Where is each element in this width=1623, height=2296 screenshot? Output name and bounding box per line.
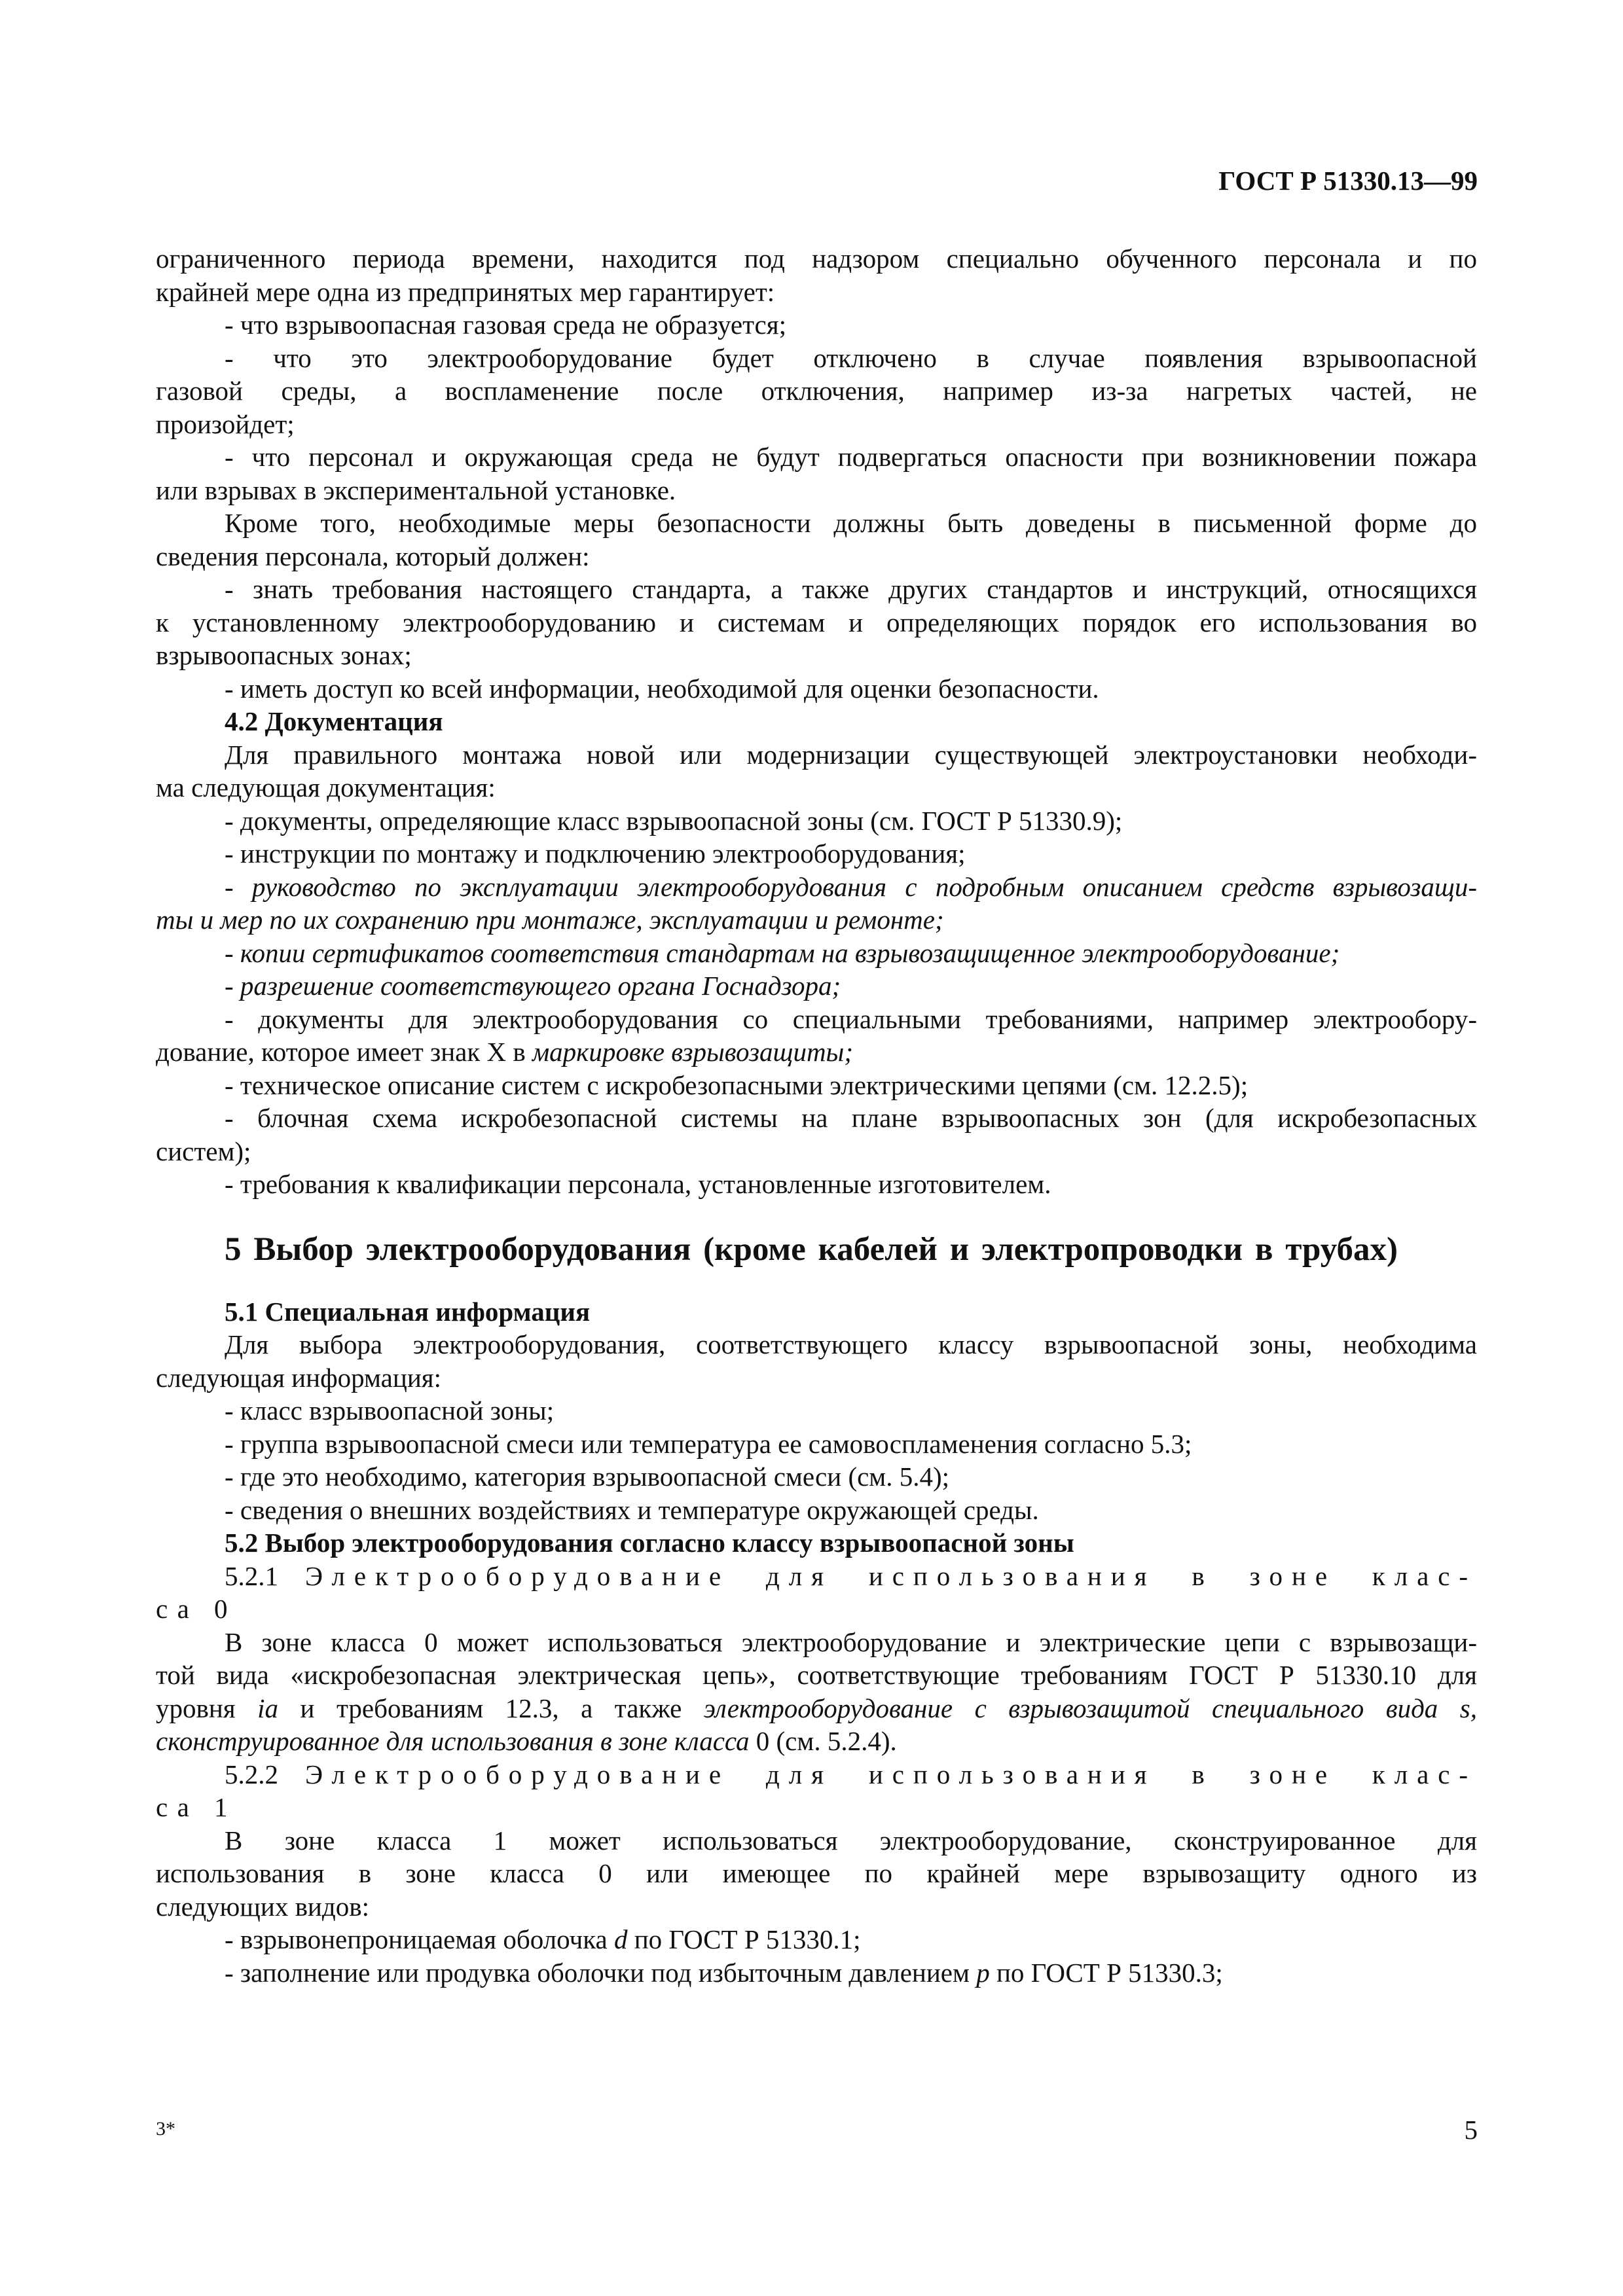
text-line: ты и мер по их сохранению при монтаже, эксплуатации и ремонте; (156, 905, 944, 935)
text-line: или взрывах в экспериментальной установке. (156, 475, 676, 505)
subsection-heading-5-2-2 (156, 1758, 1477, 1791)
text-run: - взрывонепроницаемая оболочка (225, 1924, 614, 1954)
text-line: газовой среды, а воспламенение после отключения, например из-за нагретых частей, не (156, 376, 1477, 406)
text-run: - заполнение или продувка оболочки под избыточным давлением (225, 1957, 977, 1988)
section-heading-5: 5 Выбор электрооборудования (кроме кабелей и электропроводки в трубах) (225, 1230, 1398, 1268)
page-body (156, 242, 1477, 1989)
paragraph-line: Для правильного монтажа новой или модернизации существующей электроустановки необходи- (225, 739, 1477, 770)
subsection-number: 5.2.2 (225, 1759, 278, 1789)
list-item: - блочная схема искробезопасной системы на плане взрывоопасных зон (для искробезопасных (225, 1103, 1477, 1133)
text-line (156, 1692, 1477, 1725)
list-item: - что это электрооборудование будет отключено в случае появления взрывоопасной (225, 342, 1477, 373)
list-item: - разрешение соответствующего органа Госнадзора; (225, 971, 841, 1001)
list-item: - инструкции по монтажу и подключению электрооборудования; (225, 838, 966, 869)
text-line: ограниченного периода времени, находится под надзором специально обученного персонала и по (156, 243, 1477, 274)
paragraph-line: В зоне класса 0 может использоваться электрооборудование и электрические цепи с взрывозащи- (225, 1626, 1477, 1657)
text-line (156, 1035, 1477, 1069)
text-line: ма следующая документация: (156, 772, 496, 802)
text-line: сведения персонала, который должен: (156, 541, 590, 571)
list-item: - руководство по эксплуатации электрооборудования с подробным описанием средств взрывозащи- (225, 871, 1477, 902)
text-run-italic: ia (257, 1693, 279, 1723)
text-run: уровня (156, 1693, 258, 1723)
text-run-italic: р (976, 1957, 990, 1988)
text-run-italic: маркировке взрывозащиты; (532, 1037, 853, 1067)
section-heading-5-1: 5.1 Специальная информация (225, 1296, 591, 1327)
list-item: - группа взрывоопасной смеси или температура ее самовоспламенения согласно 5.3; (225, 1428, 1192, 1459)
sheet-mark: 3* (156, 2118, 175, 2140)
page-number: 5 (1464, 2115, 1478, 2145)
text-line: взрывоопасных зонах; (156, 640, 412, 670)
list-item: - документы для электрооборудования со специальными требованиями, например электрообору- (225, 1003, 1477, 1034)
section-heading-5-2: 5.2 Выбор электрооборудования согласно классу взрывоопасной зоны (225, 1528, 1074, 1558)
text-run: по ГОСТ Р 51330.3; (989, 1957, 1223, 1988)
text-line: произойдет; (156, 408, 295, 439)
list-item: - иметь доступ ко всей информации, необходимой для оценки безопасности. (225, 673, 1099, 704)
text-run: 0 (см. 5.2.4). (749, 1726, 897, 1756)
section-heading-4-2: 4.2 Документация (225, 706, 443, 736)
list-item (156, 1923, 1477, 1956)
text-run: по ГОСТ Р 51330.1; (627, 1924, 861, 1954)
text-line: к установленному электрооборудованию и системам и определяющих порядок его использования во (156, 607, 1477, 637)
subsection-title-cont: са 1 (156, 1792, 237, 1822)
text-run: дование, которое имеет знак X в (156, 1037, 533, 1067)
document-id-header: ГОСТ Р 51330.13—99 (1218, 166, 1478, 196)
list-item: - требования к квалификации персонала, установленные изготовителем. (225, 1169, 1051, 1199)
text-line: следующих видов: (156, 1891, 369, 1922)
list-item (156, 1956, 1477, 1990)
list-item: - где это необходимо, категория взрывоопасной смеси (см. 5.4); (225, 1462, 950, 1492)
list-item: - техническое описание систем с искробезопасными электрическими цепями (см. 12.2.5); (225, 1069, 1249, 1100)
list-item: - копии сертификатов соответствия стандартам на взрывозащищенное электрооборудование; (225, 937, 1340, 968)
text-line (156, 1725, 1477, 1758)
text-line: той вида «искробезопасная электрическая цепь», соответствующие требованиям ГОСТ Р 51330.10 для (156, 1660, 1477, 1690)
list-item: - класс взрывоопасной зоны; (225, 1395, 555, 1426)
text-line: следующая информация: (156, 1362, 442, 1393)
list-item: - документы, определяющие класс взрывоопасной зоны (см. ГОСТ Р 51330.9); (225, 805, 1123, 836)
text-line: крайней мере одна из предпринятых мер гарантирует: (156, 276, 775, 307)
text-run: и требованиям 12.3, а также (278, 1693, 704, 1723)
list-item: - что взрывоопасная газовая среда не образуется; (225, 310, 786, 340)
subsection-heading-5-2-1 (156, 1560, 1477, 1593)
subsection-number: 5.2.1 (225, 1560, 278, 1591)
text-run-italic: d (613, 1924, 628, 1954)
text-run-italic: электрооборудование с взрывозащитой специального вида s, (703, 1693, 1477, 1723)
text-line: использования в зоне класса 0 или имеющее по крайней мере взрывозащиту одного из (156, 1858, 1477, 1888)
paragraph-line: Кроме того, необходимые меры безопасности должны быть доведены в письменной форме до (225, 508, 1477, 538)
paragraph-line: Для выбора электрооборудования, соответствующего классу взрывоопасной зоны, необходима (225, 1329, 1477, 1359)
subsection-title: Электрооборудование для использования в зоне клас- (304, 1759, 1477, 1789)
text-line: систем); (156, 1136, 251, 1166)
subsection-title-cont: са 0 (156, 1594, 237, 1624)
subsection-title: Электрооборудование для использования в зоне клас- (304, 1560, 1477, 1591)
list-item: - знать требования настоящего стандарта, а также других стандартов и инструкций, относящихся (225, 574, 1477, 604)
paragraph-line: В зоне класса 1 может использоваться электрооборудование, сконструированное для (225, 1825, 1477, 1856)
list-item: - что персонал и окружающая среда не будут подвергаться опасности при возникновении пожара (225, 442, 1477, 472)
list-item: - сведения о внешних воздействиях и температуре окружающей среды. (225, 1494, 1039, 1525)
text-run-italic: сконструированное для использования в зоне класса (156, 1726, 750, 1756)
